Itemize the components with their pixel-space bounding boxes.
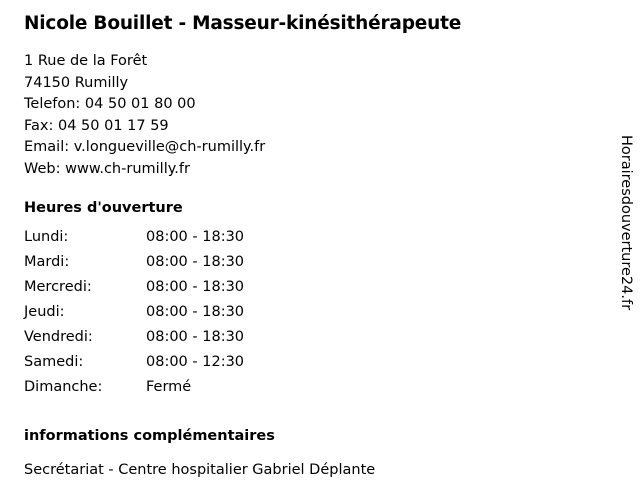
phone-line: Telefon: 04 50 01 80 00	[24, 96, 196, 113]
web-line: Web: www.ch-rumilly.fr	[24, 160, 190, 177]
table-row	[24, 279, 244, 304]
hours-day-label: Mercredi:	[24, 279, 92, 296]
site-watermark: Horairesdouverture24.fr	[618, 135, 634, 311]
hours-time-value: 08:00 - 18:30	[146, 254, 245, 271]
hours-day-label: Dimanche:	[24, 379, 103, 396]
table-row	[24, 254, 244, 279]
hours-time-value: 08:00 - 18:30	[146, 229, 245, 246]
hours-time-value: 08:00 - 18:30	[146, 279, 245, 296]
hours-day-label: Mardi:	[24, 254, 70, 271]
table-row	[24, 304, 244, 329]
listing-content	[24, 12, 584, 480]
page-title: Nicole Bouillet - Masseur-kinésithérapeute	[24, 13, 462, 34]
hours-time-value: 08:00 - 18:30	[146, 329, 245, 346]
address-city: 74150 Rumilly	[24, 74, 129, 91]
opening-hours-table	[24, 229, 244, 404]
address-street: 1 Rue de la Forêt	[24, 53, 148, 70]
additional-info-text: Secrétariat - Centre hospitalier Gabriel Déplante	[24, 462, 376, 479]
additional-info-heading: informations complémentaires	[24, 428, 275, 445]
email-line: Email: v.longueville@ch-rumilly.fr	[24, 139, 266, 156]
opening-hours-heading: Heures d'ouverture	[24, 200, 183, 217]
hours-day-label: Lundi:	[24, 229, 69, 246]
hours-day-label: Jeudi:	[24, 304, 65, 321]
fax-line: Fax: 04 50 01 17 59	[24, 117, 169, 134]
hours-time-value: 08:00 - 12:30	[146, 354, 245, 371]
table-row	[24, 229, 244, 254]
hours-time-value: Fermé	[146, 379, 192, 396]
table-row	[24, 354, 244, 379]
table-row	[24, 379, 244, 404]
hours-day-label: Vendredi:	[24, 329, 93, 346]
hours-day-label: Samedi:	[24, 354, 84, 371]
address-block	[24, 51, 584, 180]
hours-time-value: 08:00 - 18:30	[146, 304, 245, 321]
table-row	[24, 329, 244, 354]
